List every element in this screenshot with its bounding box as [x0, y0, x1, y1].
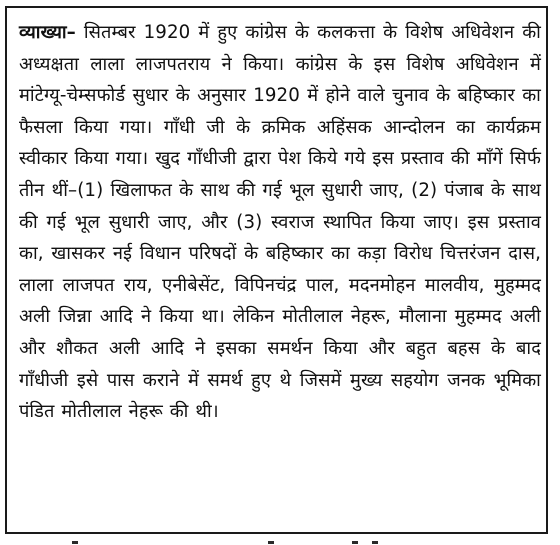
- page-bottom-edge: [0, 540, 560, 545]
- cropped-text-fragment: [372, 541, 378, 544]
- text-box: [5, 6, 548, 534]
- explanation-paragraph: [19, 17, 541, 428]
- explanation-body: सितम्बर 1920 में हुए कांग्रेस के कलकत्ता के विशेष अधिवेशन की अध्यक्षता लाला लाजपतराय ने किया। कांग्रेस के इस विशेष अधिवेशन में मांटेग्यू-चेम्सफोर्ड सुधार के अनुसार 1920 में होने वाले चुनाव के बहिष्कार का फैसला किया गया। गाँधी जी के क्रमिक अहिंसक आन्दोलन का कार्यक्रम स्वीकार किया गया। खुद गाँधीजी द्वारा पेश किये गये इस प्रस्ताव की माँगें सिर्फ तीन थीं–(1) खिलाफत के साथ की गई भूल सुधारी जाए, (2) पंजाब के साथ की गई भूल सुधारी जाए, और (3) स्वराज स्थापित किया जाए। इस प्रस्ताव का, खासकर नई विधान परिषदों के बहिष्कार का कड़ा विरोध चित्तरंजन दास, लाला लाजपत राय, एनीबेसेंट, विपिनचंद्र पाल, मदनमोहन मालवीय, मुहम्मद अली जिन्ना आदि ने किया था। लेकिन मोतीलाल नेहरू, मौलाना मुहम्मद अली और शौकत अली आदि ने इसका समर्थन किया और बहुत बहस के बाद गाँधीजी इसे पास कराने में समर्थ हुए थे जिसमें मुख्य सहयोग जनक भूमिका पंडित मोतीलाल नेहरू की थी।: [19, 22, 541, 423]
- cropped-text-fragment: [268, 541, 274, 544]
- cropped-text-fragment: [352, 541, 358, 544]
- cropped-text-fragment: [72, 541, 78, 544]
- explanation-heading: व्याख्या–: [19, 22, 76, 43]
